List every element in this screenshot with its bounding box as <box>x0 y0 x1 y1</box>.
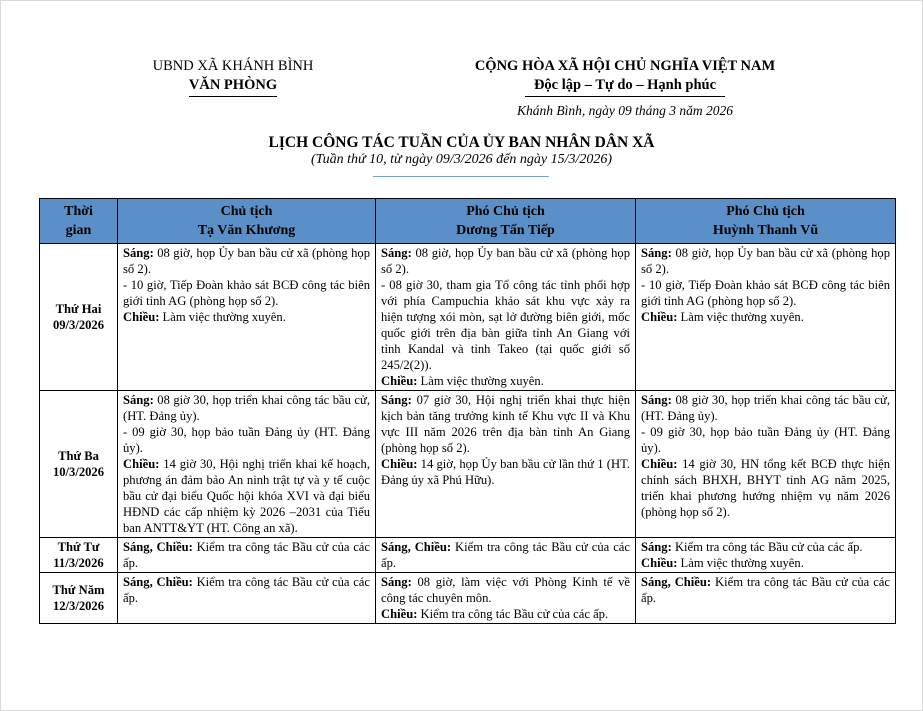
entry-text: - 08 giờ 30, tham gia Tổ công tác tỉnh phối hợp với phía Campuchia khảo sát khu vực xảy ra hiện tượng xói mòn, sạt lở đường biên giới, mốc quốc giới trên địa bàn giữa tỉnh An Giang với tỉnh Kandal và tỉnh Takeo (tại quốc giới số 245/2(2)). <box>381 278 630 372</box>
nation-name: CỘNG HÒA XÃ HỘI CHỦ NGHĨA VIỆT NAM <box>474 58 776 74</box>
entry-text: Làm việc thường xuyên. <box>417 374 544 388</box>
schedule-entry <box>381 574 630 606</box>
day-date: 11/3/2026 <box>53 556 104 570</box>
schedule-entry <box>381 245 630 277</box>
agency-underline <box>189 96 277 97</box>
entry-text: Kiểm tra công tác Bầu cử của các ấp. <box>671 540 863 554</box>
entry-text: - 09 giờ 30, họp bảo tuần Đảng ủy (HT. Đảng ủy). <box>641 425 890 455</box>
schedule-entry <box>123 309 370 325</box>
session-label: Sáng: <box>381 393 412 407</box>
session-label: Sáng: <box>641 540 672 554</box>
schedule-entry <box>641 424 890 456</box>
weekday: Thứ Hai <box>55 302 102 316</box>
schedule-entry <box>123 539 370 571</box>
session-label: Sáng, Chiều: <box>123 575 193 589</box>
session-label: Sáng: <box>381 575 412 589</box>
session-label: Sáng, Chiều: <box>123 540 193 554</box>
day-cell <box>40 573 118 624</box>
entry-text: Làm việc thường xuyên. <box>159 310 286 324</box>
issuing-agency <box>118 57 348 97</box>
schedule-cell-vice-chairman-1 <box>376 244 636 391</box>
agency-name: UBND XÃ KHÁNH BÌNH <box>152 58 314 74</box>
schedule-entry <box>641 277 890 309</box>
session-label: Sáng, Chiều: <box>641 575 712 589</box>
schedule-cell-chairman <box>118 391 376 538</box>
entry-text: Làm việc thường xuyên. <box>677 310 804 324</box>
schedule-entry <box>123 245 370 277</box>
day-cell <box>40 244 118 391</box>
session-label: Sáng: <box>123 393 154 407</box>
schedule-entry <box>381 373 630 389</box>
schedule-entry <box>641 309 890 325</box>
session-label: Sáng, Chiều: <box>381 540 452 554</box>
entry-text: 08 giờ, họp Ủy ban bầu cử xã (phòng họp số 2). <box>123 246 370 276</box>
motto-underline <box>525 96 725 97</box>
session-label: Sáng: <box>641 246 672 260</box>
entry-text: - 10 giờ, Tiếp Đoàn khảo sát BCĐ công tác biên giới tỉnh AG (phòng họp số 2). <box>641 278 890 308</box>
entry-text: Kiểm tra công tác Bầu cử của các ấp. <box>417 607 609 621</box>
day-date: 12/3/2026 <box>52 599 105 613</box>
session-label: Sáng: <box>641 393 672 407</box>
day-date: 09/3/2026 <box>52 318 105 332</box>
schedule-cell-chairman <box>118 244 376 391</box>
national-motto: Độc lập – Tự do – Hạnh phúc <box>533 77 717 93</box>
schedule-entry <box>641 539 890 555</box>
schedule-entry <box>123 424 370 456</box>
schedule-cell-vice-chairman-2 <box>636 244 896 391</box>
schedule-entry <box>641 245 890 277</box>
entry-text: 08 giờ, họp Ủy ban bầu cử xã (phòng họp số 2). <box>641 246 890 276</box>
weekday: Thứ Tư <box>57 540 100 554</box>
schedule-cell-vice-chairman-1 <box>376 573 636 624</box>
weekday: Thứ Ba <box>58 449 99 463</box>
document-subtitle: (Tuần thứ 10, từ ngày 09/3/2026 đến ngày 15/3/2026) <box>310 152 613 167</box>
column-header-vice-chairman-1: Phó Chủ tịch Dương Tấn Tiếp <box>376 199 636 244</box>
column-header-vice-chairman-2: Phó Chủ tịch Huỳnh Thanh Vũ <box>636 199 896 244</box>
session-label: Chiều: <box>641 310 678 324</box>
table-header-row <box>40 199 896 244</box>
schedule-entry <box>381 539 630 571</box>
schedule-cell-vice-chairman-2 <box>636 391 896 538</box>
schedule-entry <box>123 574 370 606</box>
session-label: Chiều: <box>641 556 678 570</box>
schedule-entry <box>641 456 890 520</box>
table-row <box>40 391 896 538</box>
national-header <box>430 57 820 97</box>
table-row <box>40 244 896 391</box>
entry-text: Kiểm tra công tác Bầu cử của các ấp. <box>381 540 630 570</box>
session-label: Sáng: <box>381 246 412 260</box>
entry-text: 08 giờ 30, họp triển khai công tác bầu cử, (HT. Đảng ủy). <box>641 393 890 423</box>
office-name: VĂN PHÒNG <box>188 77 278 93</box>
schedule-cell-vice-chairman-1 <box>376 538 636 573</box>
entry-text: - 09 giờ 30, họp bảo tuần Đảng ủy (HT. Đảng ủy). <box>123 425 370 455</box>
session-label: Chiều: <box>123 310 160 324</box>
session-label: Chiều: <box>641 457 678 471</box>
entry-text: 07 giờ 30, Hội nghị triển khai thực hiện kịch bản tăng trưởng kinh tế Khu vực II và Khu vực III năm 2026 trên địa bàn tỉnh An Giang (phòng họp số 2). <box>381 393 630 455</box>
entry-text: - 10 giờ, Tiếp Đoàn khảo sát BCĐ công tác biên giới tỉnh AG (phòng họp số 2). <box>123 278 370 308</box>
day-cell <box>40 538 118 573</box>
schedule-entry <box>641 555 890 571</box>
entry-text: 14 giờ 30, HN tổng kết BCĐ thực hiện chính sách BHXH, BHYT tỉnh AG năm 2025, triển khai phương hướng nhiệm vụ năm 2026 (phòng họp số 2). <box>641 457 890 519</box>
schedule-cell-vice-chairman-2 <box>636 573 896 624</box>
schedule-cell-vice-chairman-1 <box>376 391 636 538</box>
column-header-chairman: Chủ tịch Tạ Văn Khương <box>118 199 376 244</box>
schedule-entry <box>381 392 630 456</box>
schedule-entry <box>381 606 630 622</box>
schedule-cell-vice-chairman-2 <box>636 538 896 573</box>
day-cell <box>40 391 118 538</box>
session-label: Chiều: <box>381 374 418 388</box>
entry-text: Kiểm tra công tác Bầu cử của các ấp. <box>123 575 370 605</box>
session-label: Chiều: <box>123 457 160 471</box>
schedule-entry <box>123 392 370 424</box>
schedule-entry <box>381 456 630 488</box>
entry-text: Kiểm tra công tác Bầu cử của các ấp. <box>123 540 370 570</box>
schedule-entry <box>381 277 630 373</box>
session-label: Chiều: <box>381 607 418 621</box>
entry-text: Làm việc thường xuyên. <box>677 556 804 570</box>
day-date: 10/3/2026 <box>52 465 105 479</box>
table-row <box>40 573 896 624</box>
entry-text: 14 giờ 30, Hội nghị triển khai kế hoạch, phương án đảm bảo An ninh trật tự và y tế cuộc bầu cử đại biểu Quốc hội khóa XVI và đại biểu HĐND các cấp nhiệm kỳ 2026 –2031 của Tiểu ban ANTT&YT (HT. Công an xã). <box>123 457 370 535</box>
session-label: Sáng: <box>123 246 154 260</box>
schedule-entry <box>123 277 370 309</box>
schedule-cell-chairman <box>118 538 376 573</box>
subtitle-underline <box>373 176 549 177</box>
schedule-entry <box>641 392 890 424</box>
schedule-entry <box>123 456 370 536</box>
entry-text: 08 giờ, họp Ủy ban bầu cử xã (phòng họp số 2). <box>381 246 630 276</box>
entry-text: Kiểm tra công tác Bầu cử của các ấp. <box>641 575 890 605</box>
weekday: Thứ Năm <box>52 583 105 597</box>
schedule-cell-chairman <box>118 573 376 624</box>
entry-text: 14 giờ, họp Ủy ban bầu cử lần thứ 1 (HT. Đảng ủy xã Phú Hữu). <box>381 457 630 487</box>
document-title: LỊCH CÔNG TÁC TUẦN CỦA ỦY BAN NHÂN DÂN XÃ <box>268 134 655 151</box>
session-label: Chiều: <box>381 457 418 471</box>
entry-text: 08 giờ 30, họp triển khai công tác bầu cử, (HT. Đảng ủy). <box>123 393 370 423</box>
place-date: Khánh Bình, ngày 09 tháng 3 năm 2026 <box>517 103 733 118</box>
entry-text: 08 giờ, làm việc với Phòng Kinh tế về công tác chuyên môn. <box>381 575 630 605</box>
schedule-entry <box>641 574 890 606</box>
column-header-time: Thời gian <box>40 199 118 244</box>
table-row <box>40 538 896 573</box>
schedule-table <box>39 198 896 624</box>
